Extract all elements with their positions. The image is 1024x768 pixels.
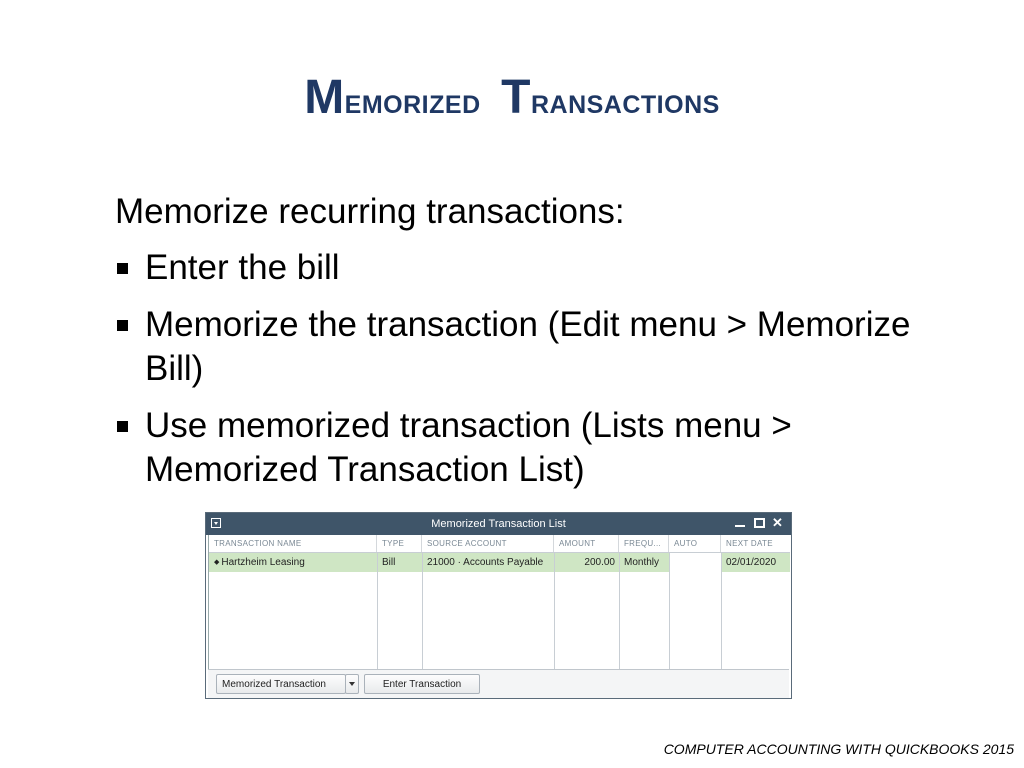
bullet-item xyxy=(115,303,915,391)
memorized-transaction-list-window xyxy=(205,512,792,699)
title-cap-m: M xyxy=(304,71,345,124)
square-bullet-icon xyxy=(117,320,128,331)
square-bullet-icon xyxy=(117,263,128,274)
transaction-grid xyxy=(208,535,790,669)
title-cap-t: T xyxy=(501,71,531,124)
title-word-rest-2: ransactions xyxy=(530,80,720,121)
bullet-text: Enter the bill xyxy=(145,248,340,287)
col-header-transaction-name[interactable]: TRANSACTION NAME xyxy=(209,535,377,552)
col-header-amount[interactable]: AMOUNT xyxy=(554,535,619,552)
square-bullet-icon xyxy=(117,421,128,432)
cell-next-date: 02/01/2020 xyxy=(726,557,777,568)
window-title: Memorized Transaction List xyxy=(431,518,566,530)
bullet-list xyxy=(115,246,915,505)
col-header-auto[interactable]: AUTO xyxy=(669,535,721,552)
col-header-source-account[interactable]: SOURCE ACCOUNT xyxy=(422,535,554,552)
maximize-icon[interactable] xyxy=(754,518,765,528)
diamond-icon: ◆ xyxy=(214,559,220,566)
column-divider xyxy=(554,553,555,669)
cell-amount: 200.00 xyxy=(584,557,615,568)
bullet-item xyxy=(115,246,915,290)
cell-transaction-name xyxy=(209,553,377,572)
cell-auto xyxy=(669,553,721,572)
memorized-transaction-dropdown-button[interactable] xyxy=(345,674,359,694)
column-divider xyxy=(619,553,620,669)
enter-transaction-button[interactable]: Enter Transaction xyxy=(364,674,480,694)
cell-source-account: 21000 · Accounts Payable xyxy=(427,557,544,568)
column-divider xyxy=(422,553,423,669)
bullet-text: Use memorized transaction (Lists menu > Memorized Transaction List) xyxy=(145,406,792,489)
title-word-rest-1: emorized xyxy=(344,80,481,121)
slide-footer: COMPUTER ACCOUNTING WITH QUICKBOOKS 2015 xyxy=(663,741,1014,757)
col-header-next-date[interactable]: NEXT DATE xyxy=(726,539,773,548)
cell-frequency: Monthly xyxy=(624,557,660,568)
grid-header xyxy=(209,535,790,553)
cell-name-text: Hartzheim Leasing xyxy=(221,557,305,568)
column-divider xyxy=(377,553,378,669)
window-footer xyxy=(208,669,789,698)
col-header-frequency[interactable]: FREQU... xyxy=(619,535,669,552)
window-titlebar xyxy=(206,513,791,535)
close-icon[interactable]: ✕ xyxy=(772,515,783,530)
table-row[interactable] xyxy=(209,553,790,572)
memorized-transaction-button[interactable]: Memorized Transaction xyxy=(216,674,346,694)
column-divider xyxy=(669,553,670,669)
cell-type: Bill xyxy=(382,557,396,568)
intro-text: Memorize recurring transactions: xyxy=(115,192,625,231)
column-divider xyxy=(721,553,722,669)
minimize-icon[interactable] xyxy=(734,517,746,529)
bullet-item xyxy=(115,404,915,492)
col-header-type[interactable]: TYPE xyxy=(377,535,422,552)
slide-title xyxy=(0,70,1024,125)
bullet-text: Memorize the transaction (Edit menu > Memorize Bill) xyxy=(145,305,911,388)
